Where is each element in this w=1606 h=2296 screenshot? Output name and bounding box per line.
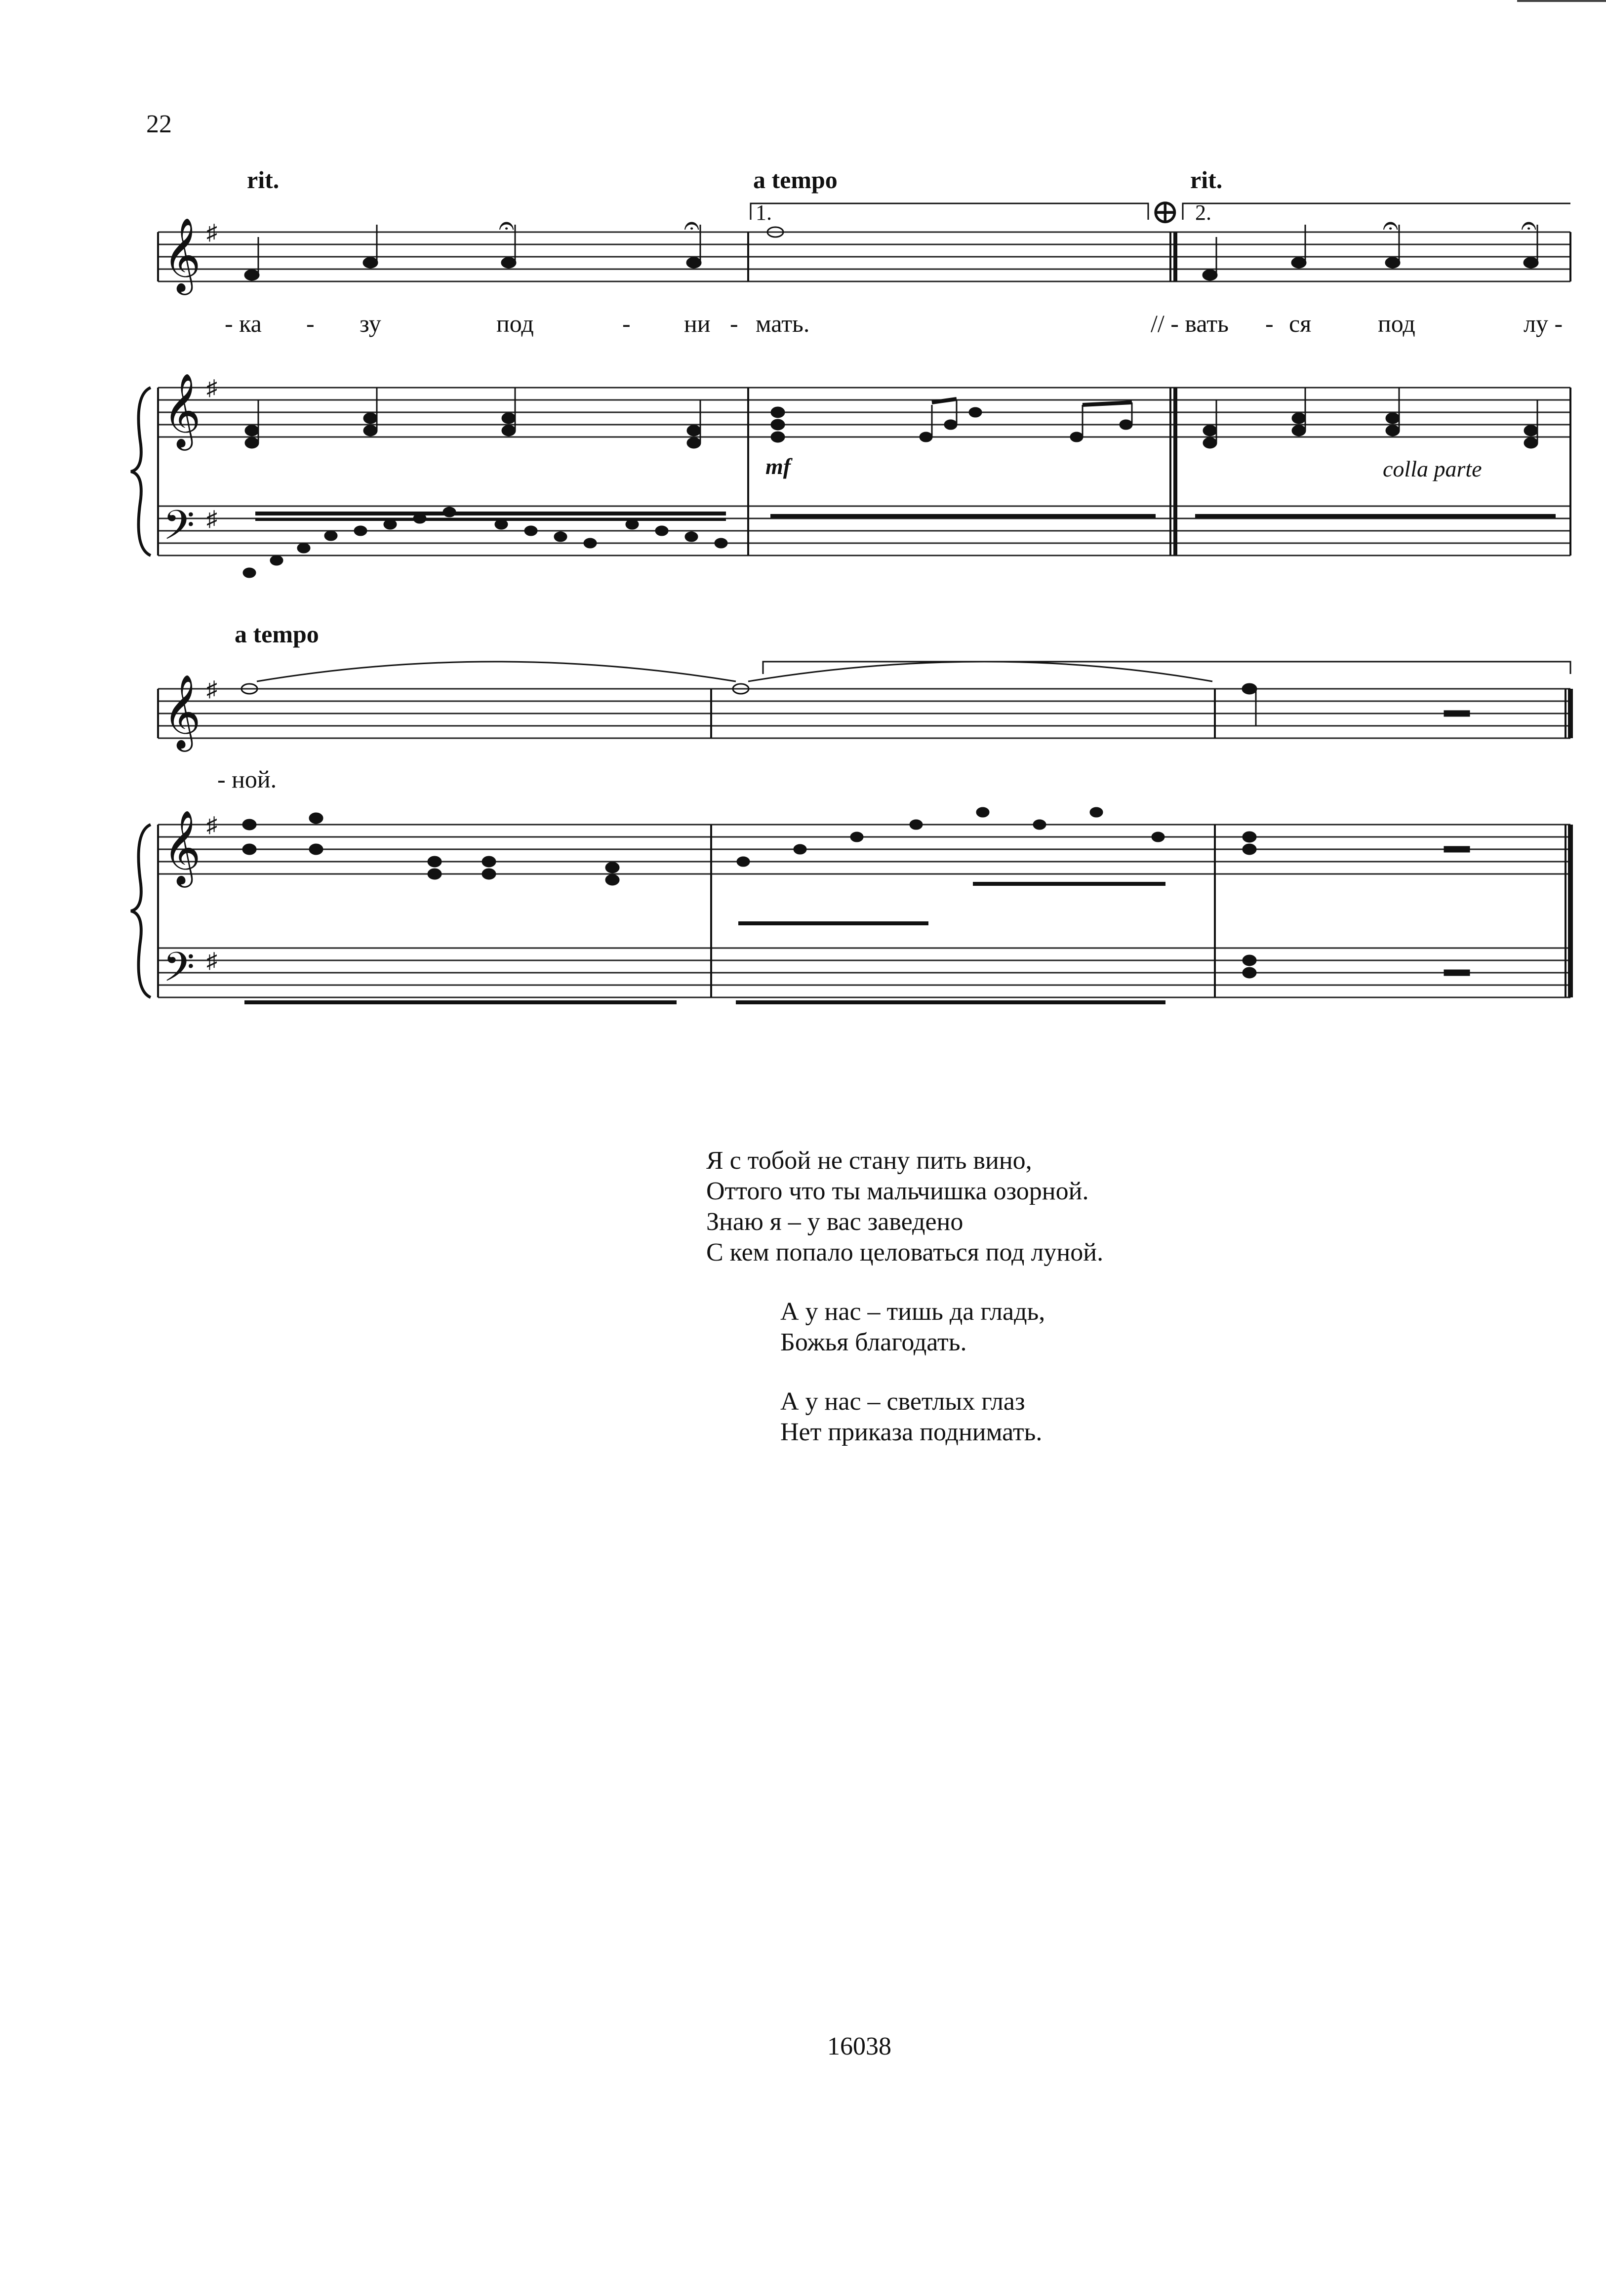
footer-plate-number: 16038	[827, 2032, 891, 2060]
refrain-line: А у нас – светлых глаз	[780, 1387, 1025, 1416]
lyric-syllable: - ной.	[217, 765, 277, 793]
verse-line: Я с тобой не стану пить вино,	[706, 1147, 1032, 1175]
verse-line: Оттого что ты мальчишка озорной.	[706, 1177, 1089, 1205]
lyric-syllable: -	[1265, 310, 1274, 337]
sharp-icon: ♯	[206, 507, 217, 531]
barlines	[158, 232, 1570, 997]
system2-vocal-notes	[241, 662, 1469, 726]
lyric-syllable: зу	[360, 310, 381, 337]
treble-clef-icon: 𝄞	[163, 812, 201, 883]
refrain-line: Нет приказа поднимать.	[780, 1418, 1043, 1446]
coda-icon: ⊕	[1151, 193, 1180, 231]
sharp-icon: ♯	[206, 949, 217, 973]
lyric-syllable: -	[730, 310, 738, 337]
fermatas	[499, 210, 1536, 241]
verse-line: С кем попало целоваться под луной.	[706, 1238, 1104, 1267]
expression-colla-parte: colla parte	[1383, 456, 1482, 481]
lyric-syllable: под	[496, 310, 534, 337]
refrain-line: Божья благодать.	[780, 1328, 967, 1356]
sharp-icon: ♯	[206, 677, 217, 701]
verse-line: Знаю я – у вас заведено	[706, 1208, 964, 1236]
system1-vocal-notes	[245, 225, 1538, 280]
bass-clef-icon: 𝄢	[163, 503, 195, 558]
page-number: 22	[146, 110, 172, 138]
system1-vocal-staff	[158, 232, 1570, 281]
treble-clef-icon: 𝄞	[163, 375, 201, 446]
lyric-syllable: -	[622, 310, 631, 337]
lyric-syllable: ни	[684, 310, 711, 337]
fermata-icon: 𝄐	[1383, 210, 1399, 241]
sharp-icon: ♯	[206, 376, 217, 400]
tempo-rit-1: rit.	[247, 166, 280, 194]
fermata-icon: 𝄐	[499, 210, 515, 241]
key-signatures	[206, 220, 217, 973]
volta-1: 1.	[756, 200, 772, 225]
sharp-icon: ♯	[206, 220, 217, 244]
volta-2: 2.	[1195, 200, 1211, 225]
lyric-syllable: - ка	[225, 310, 262, 337]
lyric-syllable: ся	[1289, 310, 1312, 337]
piano-brace-1	[131, 388, 151, 555]
fermata-icon: 𝄐	[684, 210, 700, 241]
verse-text	[706, 1146, 1103, 1448]
system2-piano-bass-notes	[244, 955, 1469, 1002]
lyric-syllable: -	[306, 310, 315, 337]
staff-lines	[158, 232, 1570, 997]
system1-piano-treble-notes	[245, 388, 1537, 448]
lyric-syllable: под	[1378, 310, 1415, 337]
system1-lyrics	[225, 310, 1563, 337]
tempo-a-tempo-1: a tempo	[753, 166, 838, 194]
sharp-icon: ♯	[206, 813, 217, 837]
volta-brackets	[751, 203, 1570, 674]
piano-brace-2	[131, 825, 151, 997]
lyric-syllable: мать.	[756, 310, 810, 337]
system2-vocal-staff	[158, 689, 1570, 738]
music-score	[0, 0, 1606, 1062]
treble-clef-icon: 𝄞	[163, 220, 201, 291]
treble-clef-icon: 𝄞	[163, 676, 201, 748]
bass-clef-icon: 𝄢	[163, 945, 195, 1000]
clefs	[163, 219, 201, 1000]
fermata-icon: 𝄐	[1521, 210, 1537, 241]
dynamic-mf: mf	[765, 454, 791, 479]
lyric-syllable: лу -	[1524, 310, 1563, 337]
refrain-line: А у нас – тишь да гладь,	[780, 1298, 1045, 1326]
tempo-rit-2: rit.	[1190, 166, 1223, 194]
tempo-a-tempo-2: a tempo	[235, 620, 319, 648]
system2-piano-treble	[158, 825, 1570, 874]
lyric-syllable: // - вать	[1151, 310, 1229, 337]
system2-piano-bass	[158, 948, 1570, 997]
